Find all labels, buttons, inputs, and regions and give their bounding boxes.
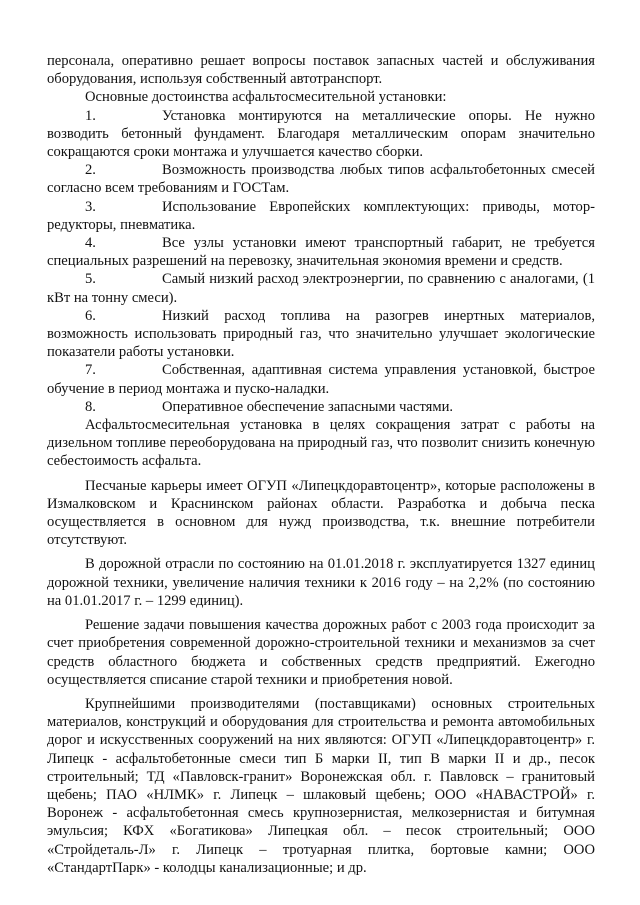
- advantage-number: 1.: [85, 107, 96, 124]
- advantage-text: Все узлы установки имеют транспортный габарит, не требуется специальных разрешений на перевозку, значительная экономия времени и средств.: [47, 235, 595, 270]
- paragraph-equipment: В дорожной отрасли по состоянию на 01.01.2018 г. эксплуатируется 1327 единиц дорожной техники, увеличение наличия техники к 2016 году – на 2,2% (по состоянию на 01.01.2017 г. – 1299 единиц).: [47, 556, 595, 609]
- advantage-item: [47, 107, 595, 162]
- advantage-text: Собственная, адаптивная система управления установкой, быстрое обучение в период монтажа и пуско-наладки.: [47, 362, 595, 397]
- document-page: [47, 52, 595, 877]
- advantage-text: Самый низкий расход электроэнергии, по сравнению с аналогами, (1 кВт на тонну смеси).: [47, 271, 595, 306]
- advantage-number: 7.: [85, 362, 96, 379]
- advantage-item: [47, 161, 595, 197]
- advantage-number: 2.: [85, 162, 96, 179]
- advantage-item: [47, 234, 595, 270]
- advantage-number: 4.: [85, 235, 96, 252]
- advantages-heading: Основные достоинства асфальтосмесительной установки:: [85, 89, 447, 106]
- advantage-text: Низкий расход топлива на разогрев инертных материалов, возможность использовать природный газ, что значительно улучшает экологические показатели работы установки.: [47, 307, 595, 361]
- advantage-item: [47, 198, 595, 234]
- intro-continuation: персонала, оперативно решает вопросы поставок запасных частей и обслуживания оборудования, используя собственный автотранспорт.: [47, 53, 595, 88]
- advantage-item: [47, 398, 595, 416]
- paragraph-gas: Асфальтосмесительная установка в целях сокращения затрат с работы на дизельном топливе переоборудована на природный газ, что позволит снизить конечную себестоимость асфальта.: [47, 417, 595, 470]
- paragraph-quarries: Песчаные карьеры имеет ОГУП «Липецкдоравтоцентр», которые расположены в Измалковском и Краснинском районах области. Разработка и добыча песка осуществляется в основном для нужд производства, т.к. внешние потребители отсутствуют.: [47, 477, 595, 549]
- paragraph-producers: Крупнейшими производителями (поставщиками) основных строительных материалов, конструкций и оборудования для строительства и ремонта автомобильных дорог и искусственных сооружений на них являются: ОГУП «Липецкдоравтоцентр» г. Липецк - асфальтобетонные смеси тип Б марки II, тип В марки II и др., песок строительный; ТД «Павловск-гранит» Воронежская обл. г. Павловск – гранитовый щебень; ПАО «НЛМК» г. Липецк – шлаковый щебень; ООО «НАВАСТРОЙ» г. Воронеж - асфальтобетонная смесь крупнозернистая, мелкозернистая и битумная эмульсия; КФХ «Богатикова» Липецкая обл. – песок строительный; ООО «Стройдеталь-Л» г. Липецк – тротуарная плитка, бортовые камни; ООО «СтандартПарк» - колодцы канализационные; и др.: [47, 695, 595, 876]
- advantage-item: [47, 270, 595, 306]
- advantage-text: Оперативное обеспечение запасными частями.: [162, 398, 454, 415]
- advantage-text: Возможность производства любых типов асфальтобетонных смесей согласно всем требованиям и ГОСТам.: [47, 162, 595, 197]
- advantage-item: [47, 361, 595, 397]
- advantage-number: 8.: [85, 398, 96, 415]
- advantage-text: Использование Европейских комплектующих: приводы, мотор-редукторы, пневматика.: [47, 198, 595, 233]
- advantage-item: [47, 307, 595, 362]
- paragraph-quality: Решение задачи повышения качества дорожных работ с 2003 года происходит за счет приобретения современной дорожно-строительной техники и механизмов за счет средств областного бюджета и собственных средств предприятий. Ежегодно осуществляется списание старой техники и приобретения новой.: [47, 617, 595, 688]
- advantage-text: Установка монтируются на металлические опоры. Не нужно возводить бетонный фундамент. Благодаря металлическим опорам значительно сокращаются сроки монтажа и улучшается качество сборки.: [47, 107, 595, 161]
- advantage-number: 5.: [85, 271, 96, 288]
- advantage-number: 3.: [85, 198, 96, 215]
- advantage-number: 6.: [85, 307, 96, 324]
